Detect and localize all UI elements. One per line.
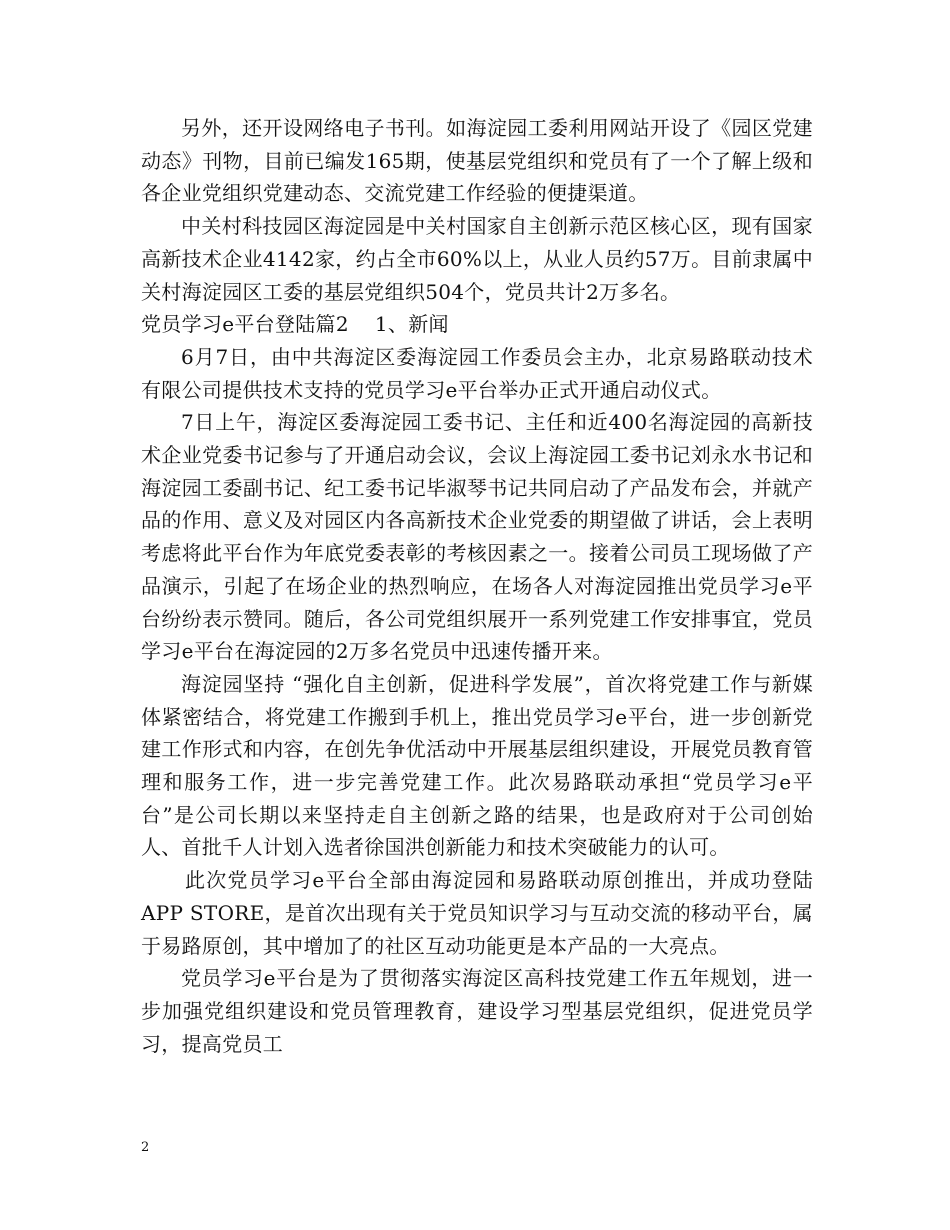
document-body — [141, 112, 813, 1060]
section-heading-subtitle: 1、新闻 — [374, 312, 449, 337]
page-number: 2 — [141, 1140, 150, 1155]
paragraph-platform-purpose: 党员学习e平台是为了贯彻落实海淀区高科技党建工作五年规划，进一步加强党组织建设和党员管理教育，建设学习型基层党组织，促进党员学习，提高党员工 — [141, 966, 813, 1056]
paragraph-launch-meeting: 7日上午，海淀区委海淀园工委书记、主任和近400名海淀园的高新技术企业党委书记参与了开通启动会议，会议上海淀园工委书记刘永水书记和海淀园工委副书记、纪工委书记毕淑琴书记共同启动了产品发布会，并就产品的作用、意义及对园区内各高新技术企业党委的期望做了讲话，会上表明考虑将此平台作为年底党委表彰的考核因素之一。接着公司员工现场做了产品演示，引起了在场企业的热烈响应，在场各人对海淀园推出党员学习e平台纷纷表示赞同。随后，各公司党组织展开一系列党建工作安排事宜，党员学习e平台在海淀园的2万多名党员中迅速传播开来。 — [141, 410, 813, 664]
paragraph-zhongguancun-intro: 中关村科技园区海淀园是中关村国家自主创新示范区核心区，现有国家高新技术企业4142家，约占全市60%以上，从业人员约57万。目前隶属中关村海淀园区工委的基层党组织504个，党员共计2万多名。 — [141, 214, 813, 304]
paragraph-innovation: 海淀园坚持 “强化自主创新，促进科学发展”，首次将党建工作与新媒体紧密结合，将党建工作搬到手机上，推出党员学习e平台，进一步创新党建工作形式和内容，在创先争优活动中开展基层组织建设，开展党员教育管理和服务工作，进一步完善党建工作。此次易路联动承担“党员学习e平台”是公司长期以来坚持走自主创新之路的结果，也是政府对于公司创始人、首批千人计划入选者徐国洪创新能力和技术突破能力的认可。 — [141, 671, 813, 860]
paragraph-launch-event: 6月7日，由中共海淀区委海淀园工作委员会主办，北京易路联动技术有限公司提供技术支持的党员学习e平台举办正式开通启动仪式。 — [141, 344, 813, 402]
section-heading — [141, 308, 813, 341]
section-heading-title: 党员学习e平台登陆篇2 — [141, 312, 349, 337]
paragraph-app-store: 此次党员学习e平台全部由海淀园和易路联动原创推出，并成功登陆APP STORE，是首次出现有关于党员知识学习与互动交流的移动平台，属于易路原创，其中增加了的社区互动功能更是本产品的一大亮点。 — [141, 868, 813, 958]
paragraph-network-ebook: 另外，还开设网络电子书刊。如海淀园工委利用网站开设了《园区党建动态》刊物，目前已编发165期，使基层党组织和党员有了一个了解上级和各企业党组织党建动态、交流党建工作经验的便捷渠道。 — [141, 116, 813, 206]
